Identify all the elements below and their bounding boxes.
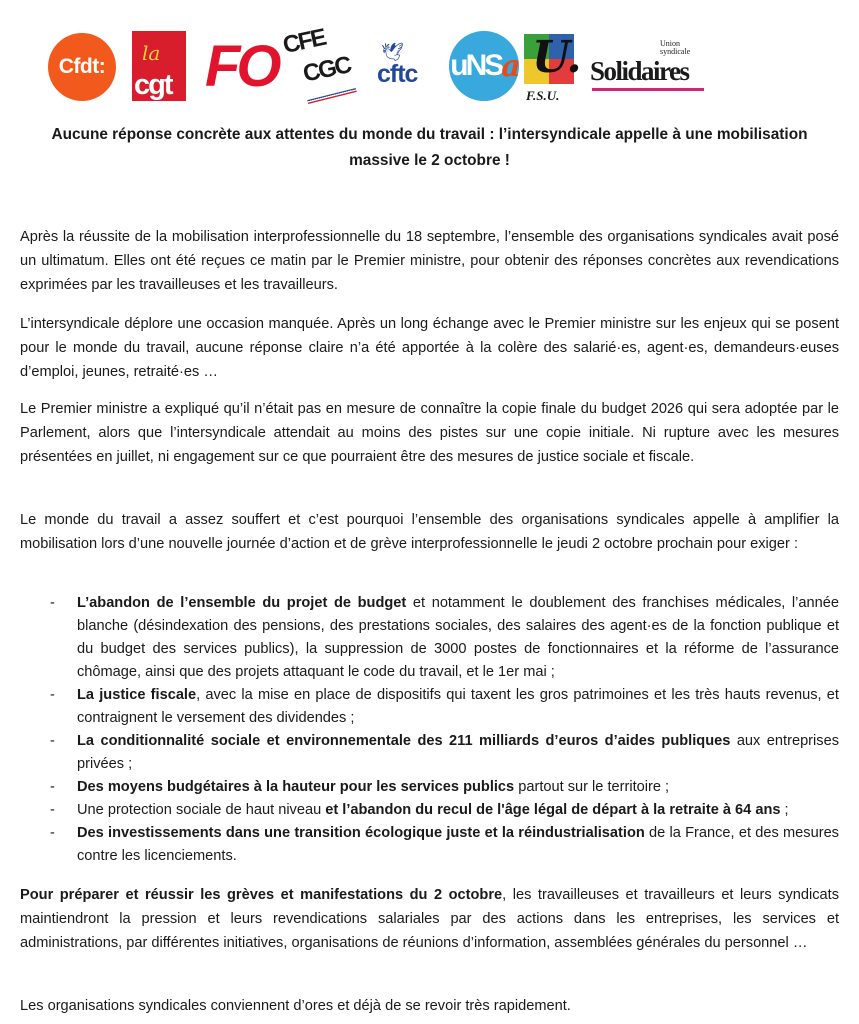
fsu-logo-u: U.	[532, 32, 582, 83]
fo-logo	[205, 32, 277, 102]
document-title: Aucune réponse concrète aux attentes du monde du travail : l’intersyndicale appelle à une mobilisation massive le 2 octobre !	[51, 126, 808, 169]
cftc-logo	[377, 42, 433, 92]
tricolor-stripe	[307, 88, 356, 104]
bullet-rest: et notamment le doublement des franchises médicales, l’année blanche (désindexation des pensions, des prestations sociales, des salaires des agent·es de la fonction publique et du budget des services publics), la suppression de 3000 postes de fonctionnaires et la réforme de l’assurance chômage, ainsi que des projets attaquant le code du travail, et le 1er mai ;	[77, 595, 839, 680]
paragraph-5-bold: Pour préparer et réussir les grèves et manifestations du 2 octobre	[20, 887, 503, 903]
bullet-rest: aux entreprises privées ;	[77, 733, 839, 772]
list-item	[20, 684, 839, 730]
list-item	[20, 730, 839, 776]
paragraph-4: Le monde du travail a assez souffert et c’est pourquoi l’ensemble des organisations syndicales appelle à amplifier la mobilisation lors d’une nouvelle journée d’action et de grève interprofessionnelle le jeudi 2 octobre prochain pour exiger :	[20, 512, 839, 552]
bullet-dash: -	[50, 825, 55, 841]
bullet-pre: Une protection sociale de haut niveau	[77, 802, 326, 818]
bullet-bold: Des investissements dans une transition écologique juste et la réindustrialisation	[77, 825, 645, 841]
paragraph-5-rest: , les travailleuses et travailleurs et leurs syndicats maintiendront la pression et leurs revendications salariales par des actions dans les entreprises, les services et administrations, par différentes initiatives, organisations de réunions d’information, assemblées générales du personnel …	[20, 887, 840, 951]
bullet-bold: La justice fiscale	[77, 687, 197, 703]
cfdt-logo	[48, 33, 116, 101]
list-item	[20, 822, 839, 868]
bullet-rest: , avec la mise en place de dispositifs qui taxent les gros patrimoines et les très hauts revenus, et contraignent le versement des dividendes ;	[77, 687, 839, 726]
list-item	[20, 776, 839, 799]
cftc-logo-text: cftc	[377, 60, 418, 88]
cgt-logo	[132, 31, 186, 101]
fsu-logo	[524, 32, 582, 108]
bullet-bold: L’abandon de l’ensemble du projet de budget	[77, 595, 407, 611]
paragraph-2: L’intersyndicale déplore une occasion manquée. Après un long échange avec le Premier ministre sur les enjeux qui se posent pour le monde du travail, aucune réponse claire n’a été apportée à la colère des salarié·es, agent·es, demandeurs·euses d’emploi, jeunes, retraité·es …	[20, 316, 839, 380]
paragraph-5	[20, 883, 839, 955]
fsu-logo-label: F.S.U.	[526, 88, 560, 103]
cgc-logo-text: CGC	[300, 51, 353, 88]
solidaires-logo-text: Solidaires	[590, 56, 689, 86]
bullet-dash: -	[50, 733, 55, 749]
cgt-logo-text: cgt	[134, 69, 172, 101]
bullet-dash: -	[50, 779, 55, 795]
unsa-logo-a: a	[501, 48, 518, 84]
union-logos-bar	[0, 23, 859, 108]
paragraph-3: Le Premier ministre a expliqué qu’il n’était pas en mesure de connaître la copie finale du budget 2026 qui sera adoptée par le Parlement, alors que l’intersyndicale attendait au moins des pistes sur une copie initiale. Ni rupture avec les mesures présentées en juillet, ni engagement sur ce que pourraient être des mesures de justice sociale et fiscale.	[20, 401, 839, 465]
list-item	[20, 799, 839, 822]
solidaires-logo	[590, 40, 710, 100]
unsa-logo-text: uNS	[450, 49, 502, 82]
bullet-dash: -	[50, 595, 55, 611]
solidaires-underline	[592, 88, 704, 91]
cfe-cgc-logo	[280, 23, 358, 108]
bullet-dash: -	[50, 687, 55, 703]
bullet-bold: et l’abandon du recul de l'âge légal de départ à la retraite à 64 ans	[325, 802, 781, 818]
list-item	[20, 592, 839, 684]
cfdt-logo-text: Cfdt:	[58, 55, 106, 78]
paragraph-6: Les organisations syndicales conviennent d’ores et déjà de se revoir très rapidement.	[20, 998, 571, 1014]
bullet-rest: partout sur le territoire ;	[514, 779, 670, 795]
bullet-bold: Des moyens budgétaires à la hauteur pour les services publics	[77, 779, 515, 795]
cgt-logo-la: la	[142, 41, 161, 65]
solidaires-union-text: Union syndicale	[660, 39, 691, 56]
paragraph-1: Après la réussite de la mobilisation interprofessionnelle du 18 septembre, l’ensemble des organisations syndicales avait posé un ultimatum. Elles ont été reçues ce matin par le Premier ministre, pour obtenir des réponses concrètes aux revendications exprimées par les travailleuses et les travailleurs.	[20, 229, 839, 293]
bullet-rest: de la France, et des mesures contre les licenciements.	[77, 825, 839, 864]
dove-icon: 🕊	[381, 42, 404, 62]
fo-logo-text: FO	[205, 34, 278, 99]
bullet-dash: -	[50, 802, 55, 818]
bullet-bold: La conditionnalité sociale et environnementale des 211 milliards d’euros d’aides publiques	[77, 733, 731, 749]
unsa-logo	[449, 31, 519, 101]
cfe-logo-text: CFE	[280, 23, 328, 60]
demands-list	[20, 592, 839, 868]
bullet-rest: ;	[780, 802, 789, 818]
